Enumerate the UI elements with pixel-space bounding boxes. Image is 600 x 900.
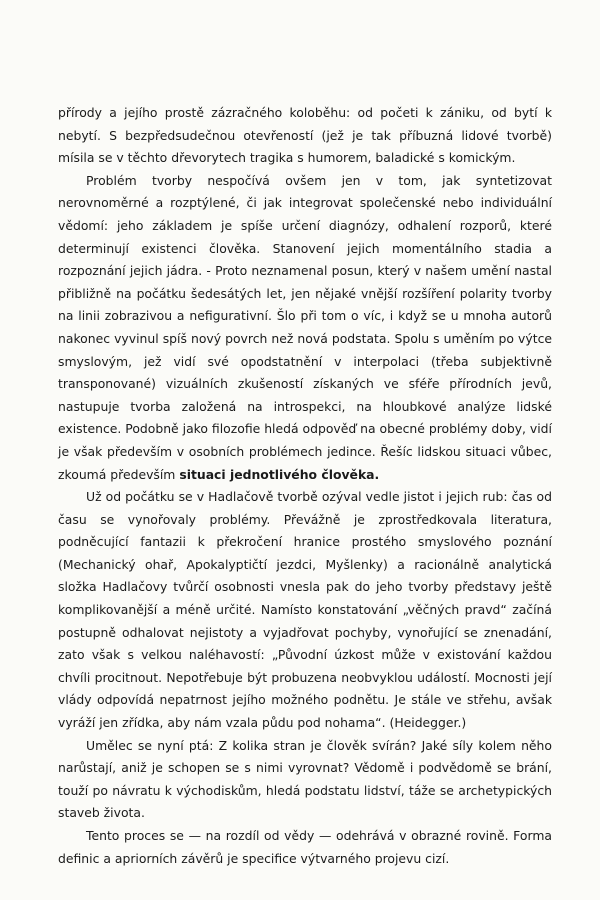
paragraph-2-bold-emphasis: situaci jednotlivého člověka.: [179, 466, 380, 482]
page-text-column: [58, 102, 552, 870]
paragraph-3: Už od počátku se v Hadlačově tvorbě ozýval vedle jistot i jejich rub: čas od času se vynořovaly problémy. Převážně je zprostředkovala literatura, podněcující fantazii k překročení hranice prostého smyslového poznání (Mechanický ohař, Apokalyptičtí jezdci, Myšlenky) a racionálně analytická složka Hadlačovy tvůrčí osobnosti vnesla pak do jeho tvorby představy ještě komplikovanější a méně určité. Namísto konstatování „věčných pravd“ začíná postupně odhalovat nejistoty a vyjadřovat pochyby, vynořující se znenadání, zato však s velkou naléhavostí: „Původní úzkost může v existování každou chvíli procitnout. Nepotřebuje být probuzena neobvyklou událostí. Mocnosti její vlády odpovídá nepatrnost jejího možného podnětu. Je stále ve střehu, avšak vyráží jen zřídka, aby nám vzala půdu pod nohama“. (Heidegger.): [58, 489, 552, 731]
paragraph-5: Tento proces se — na rozdíl od vědy — odehrává v obrazné rovině. Forma definic a apriorních závěrů je specifice výtvarného projevu cizí.: [58, 828, 552, 866]
paragraph-2-text: Problém tvorby nespočívá ovšem jen v tom, jak syntetizovat nerovnoměrné a rozptýlené, či jak integrovat společenské nebo individuální vědomí: jeho základem je spíše určení diagnózy, odhalení rozporů, které determinují existenci člověka. Stanovení jejich momentálního stadia a rozpoznání jejich jádra. - Proto neznamenal posun, který v našem umění nastal přibližně na počátku šedesátých let, jen nějaké vnější rozšíření polarity tvorby na linii zobrazivou a nefigurativní. Šlo při tom o víc, i když se u mnoha autorů nakonec vyvinul spíš nový povrch než nová podstata. Spolu s uměním po výtce smyslovým, jež vidí své opodstatnění v interpolaci (třeba subjektivně transponované) vizuálních zkušeností získaných ve sféře přírodních jevů, nastupuje tvorba založená na introspekci, na hloubkové analýze lidské existence. Podobně jako filozofie hledá odpověď na obecné problémy doby, vidí je však především v osobních problémech jedince. Řešíc lidskou situaci vůbec, zkoumá především: [58, 172, 552, 482]
paragraph-1: přírody a jejího prostě zázračného koloběhu: od početi k zániku, od bytí k nebytí. S bezpředsudečnou otevřeností (jež je tak příbuzná lidové tvorbě) mísila se v těchto dřevorytech tragika s humorem, baladické s komickým.: [58, 105, 552, 166]
paragraph-2: [58, 170, 552, 486]
paragraph-4: Umělec se nyní ptá: Z kolika stran je člověk svírán? Jaké síly kolem něho narůstají, aniž je schopen se s nimi vyrovnat? Vědomě i podvědomě se brání, touží po návratu k východiskům, hledá podstatu lidství, táže se archetypických staveb života.: [58, 737, 552, 821]
